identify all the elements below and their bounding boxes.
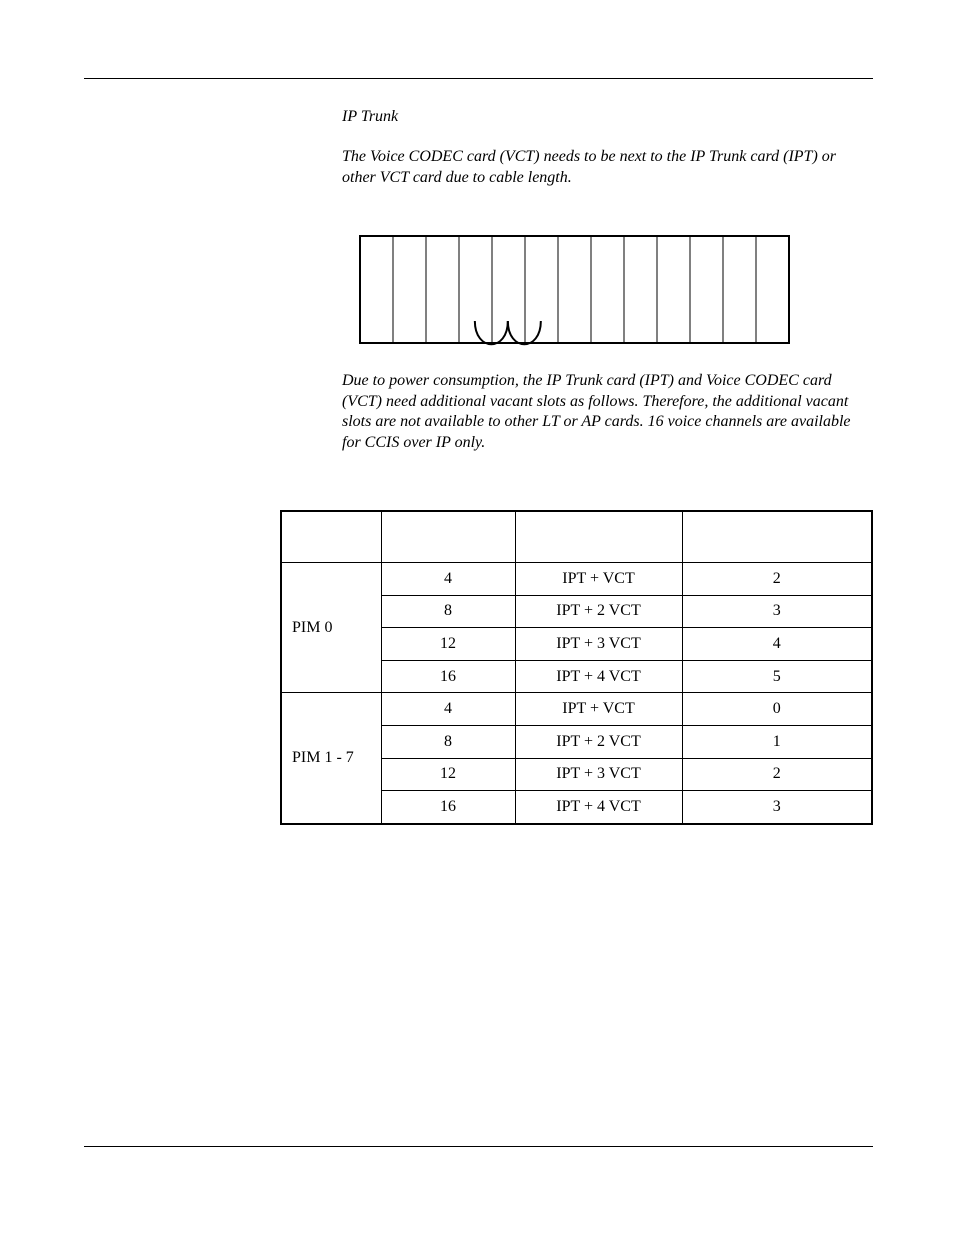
cable-link xyxy=(475,321,508,344)
header-cards xyxy=(515,511,682,563)
shelf-outline xyxy=(360,236,789,343)
cards-cell: IPT + 2 VCT xyxy=(515,595,682,628)
slot-dividers xyxy=(393,236,756,343)
table-row xyxy=(281,693,872,726)
codec-placement-note: The Voice CODEC card (VCT) needs to be next to the IP Trunk card (IPT) or other VCT card due to cable length. xyxy=(342,148,836,186)
vacant-slots-cell: 1 xyxy=(682,725,872,758)
vacant-slots-cell: 0 xyxy=(682,693,872,726)
power-consumption-note: Due to power consumption, the IP Trunk card (IPT) and Voice CODEC card (VCT) need additional vacant slots as follows. Therefore, the additional vacant slots are not available to other LT or AP cards. 16 voice channels are available for CCIS over IP only. xyxy=(342,372,851,451)
cable-link xyxy=(508,321,541,344)
cards-cell: IPT + 2 VCT xyxy=(515,725,682,758)
vacant-slots-cell: 4 xyxy=(682,628,872,661)
channels-cell: 12 xyxy=(381,628,515,661)
section-heading: IP Trunk xyxy=(342,108,399,125)
channels-cell: 16 xyxy=(381,791,515,824)
cards-cell: IPT + 3 VCT xyxy=(515,628,682,661)
header-pim xyxy=(281,511,381,563)
vacant-slots-cell: 2 xyxy=(682,563,872,596)
channels-cell: 4 xyxy=(381,693,515,726)
cards-cell: IPT + VCT xyxy=(515,693,682,726)
vacant-slots-table xyxy=(280,510,873,825)
header-rule xyxy=(84,78,873,79)
cards-cell: IPT + 3 VCT xyxy=(515,758,682,791)
table-header-row xyxy=(281,511,872,563)
cards-cell: IPT + 4 VCT xyxy=(515,791,682,824)
footer-rule xyxy=(84,1146,873,1147)
vacant-slots-cell: 5 xyxy=(682,660,872,693)
cards-cell: IPT + VCT xyxy=(515,563,682,596)
channels-cell: 8 xyxy=(381,725,515,758)
cable-links xyxy=(475,321,541,344)
header-vacant-slots xyxy=(682,511,872,563)
channels-cell: 8 xyxy=(381,595,515,628)
table-row xyxy=(281,563,872,596)
pim-cell: PIM 1 - 7 xyxy=(281,693,381,824)
channels-cell: 12 xyxy=(381,758,515,791)
vacant-slots-cell: 2 xyxy=(682,758,872,791)
pim-cell: PIM 0 xyxy=(281,563,381,693)
header-channels xyxy=(381,511,515,563)
channels-cell: 16 xyxy=(381,660,515,693)
channels-cell: 4 xyxy=(381,563,515,596)
vacant-slots-cell: 3 xyxy=(682,791,872,824)
card-slot-diagram xyxy=(359,235,793,347)
cards-cell: IPT + 4 VCT xyxy=(515,660,682,693)
vacant-slots-cell: 3 xyxy=(682,595,872,628)
